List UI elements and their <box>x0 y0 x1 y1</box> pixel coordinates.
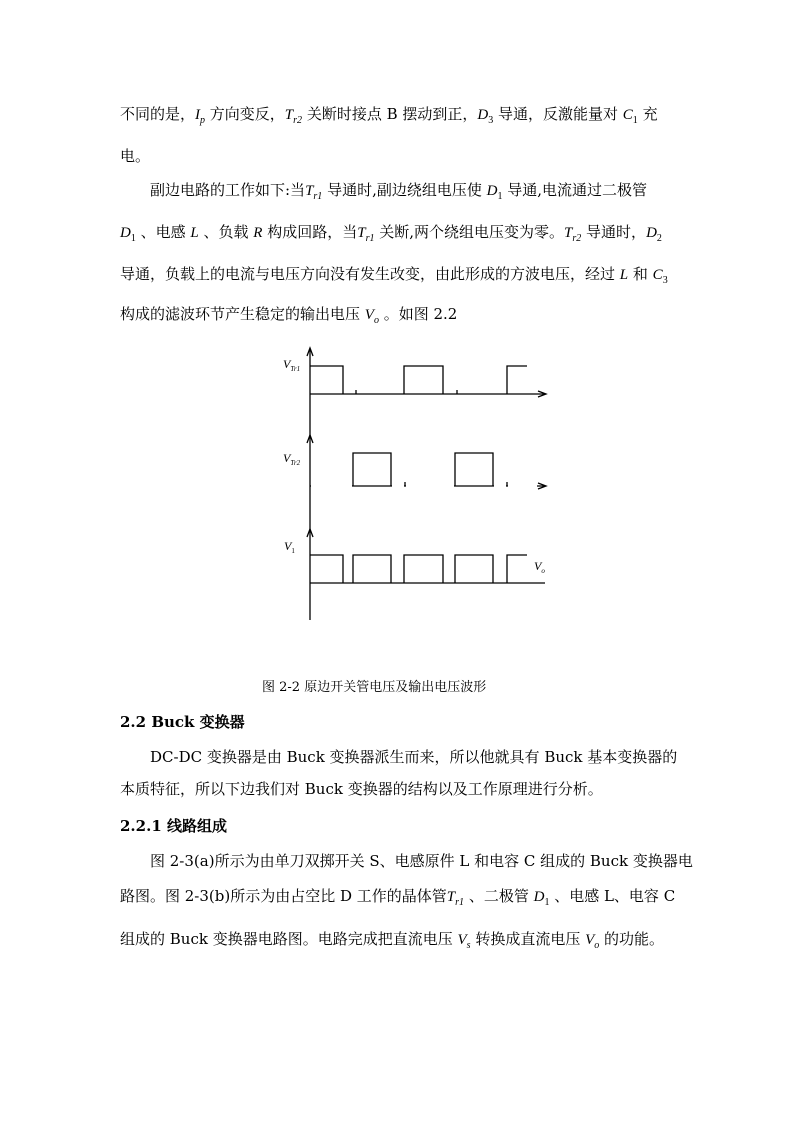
paragraph-line: 构成的滤波环节产生稳定的输出电压 $V_o$ 。如图 2.2 <box>120 305 458 326</box>
paragraph-line: 组成的 Buck 变换器电路图。电路完成把直流电压 $V_s$ 转换成直流电压 $V_o$ 的功能。 <box>120 930 665 951</box>
paragraph-line: 图 2-3(a)所示为由单刀双掷开关 S、电感原件 L 和电容 C 组成的 Buck 变换器电 <box>150 852 693 870</box>
label-vtr1: $V_{Tr1}$ <box>283 357 301 373</box>
section-heading: 2.2 Buck 变换器 <box>120 713 245 731</box>
label-v1: $V_1$ <box>284 539 295 555</box>
paragraph-line: 电。 <box>120 147 151 165</box>
label-vo: $V_o$ <box>534 559 545 575</box>
waveform-vtr1 <box>310 366 527 394</box>
paragraph-line: 路图。图 2-3(b)所示为由占空比 D 工作的晶体管$T_{r1}$ 、二极管 $D_1$ 、电感 L、电容 C <box>120 887 676 908</box>
paragraph-line: $D_1$ 、电感 L 、负载 R 构成回路，当$T_{r1}$ 关断,两个绕组电压变为零。$T_{r2}$ 导通时，$D_2$ <box>120 223 662 244</box>
paragraph-line: 副边电路的工作如下:当$T_{r1}$ 导通时,副边绕组电压使 $D_1$ 导通,电流通过二极管 <box>150 181 648 202</box>
waveform-vtr2 <box>353 453 493 486</box>
waveform-figure <box>0 340 793 640</box>
paragraph-line: 本质特征，所以下边我们对 Buck 变换器的结构以及工作原理进行分析。 <box>120 780 603 798</box>
paragraph-line: 不同的是，$I_p$ 方向变反，$T_{r2}$ 关断时接点 B 摆动到正，$D_3$ 导通，反激能量对 $C_1$ 充 <box>120 105 658 126</box>
subsection-heading: 2.2.1 线路组成 <box>120 817 227 835</box>
label-vtr2: $V_{Tr2}$ <box>283 451 301 467</box>
waveform-v1 <box>310 555 527 583</box>
figure-caption: 图 2-2 原边开关管电压及输出电压波形 <box>262 680 487 695</box>
paragraph-line: 导通，负载上的电流与电压方向没有发生改变，由此形成的方波电压，经过 L 和 $C_3$ <box>120 265 668 286</box>
paragraph-line: DC-DC 变换器是由 Buck 变换器派生而来，所以他就具有 Buck 基本变换器的 <box>150 748 678 766</box>
